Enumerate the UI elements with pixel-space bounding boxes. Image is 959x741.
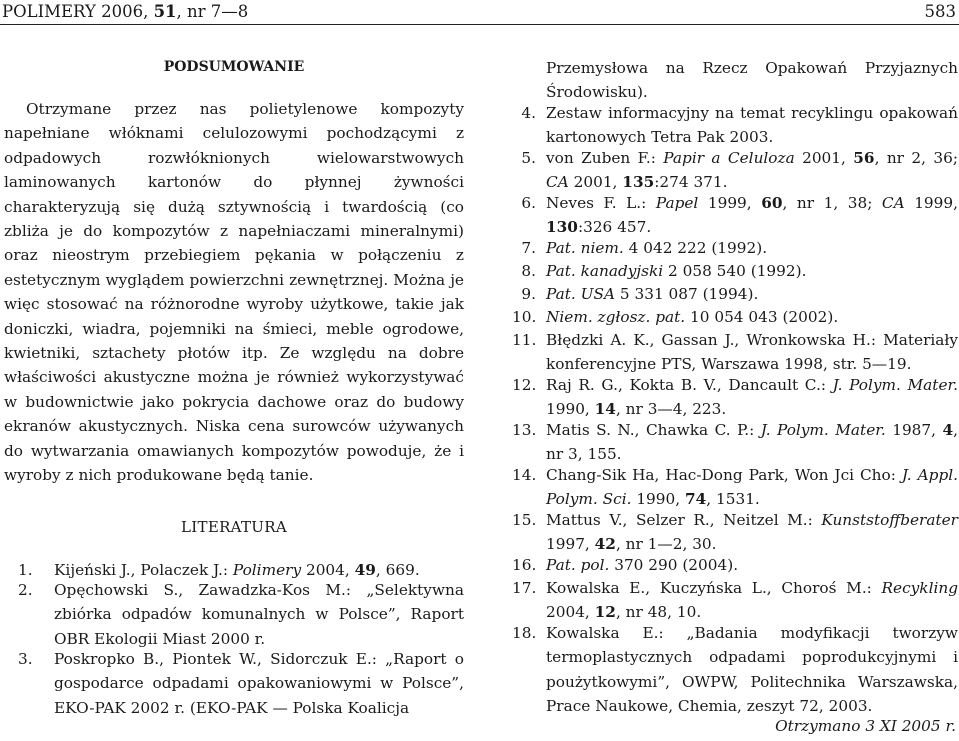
running-header (0, 1, 959, 25)
reference-7: 7. Pat. niem. 4 042 222 (1992). (521, 239, 768, 257)
reference-12: 12. Raj R. G., Kokta B. V., Dancault C.: J. Polym. Mater. 1990, 14, nr 3—4, 223. (512, 376, 958, 419)
summary-heading: PODSUMOWANIE (163, 59, 305, 75)
reference-5: 5. von Zuben F.: Papir a Celuloza 2001, 56, nr 2, 36; CA 2001, 135:274 371. (521, 149, 958, 192)
reference-8: 8. Pat. kanadyjski 2 058 540 (1992). (521, 262, 807, 280)
reference-2: 2. Opęchowski S., Zawadzka-Kos M.: „Selektywna zbiórka odpadów komunalnych w Polsce”, Raport OBR Ekologii Miast 2000 r. (18, 581, 464, 648)
reference-14: 14. Chang-Sik Ha, Hac-Dong Park, Won Jci Cho: J. Appl. Polym. Sci. 1990, 74, 1531. (512, 466, 958, 509)
reference-4: 4. Zestaw informacyjny na temat recyklingu opakowań kartonowych Tetra Pak 2003. (521, 104, 958, 147)
reference-1: 1. Kijeński J., Polaczek J.: Polimery 2004, 49, 669. (18, 561, 420, 579)
reference-15: 15. Mattus V., Selzer R., Neitzel M.: Kunststoffberater 1997, 42, nr 1—2, 30. (512, 511, 958, 554)
volume-number: 51 (153, 2, 177, 21)
received-date: Otrzymano 3 XI 2005 r. (775, 717, 956, 735)
reference-18: 18. Kowalska E.: „Badania modyfikacji tworzyw termoplastycznych odpadami poprodukcyjnymi i poużytkowymi”, OWPW, Politechnika Warszawska, Prace Naukowe, Chemia, zeszyt 72, 2003. (512, 624, 958, 716)
header-rule (0, 24, 959, 25)
reference-17: 17. Kowalska E., Kuczyńska L., Choroś M.: Recykling 2004, 12, nr 48, 10. (512, 579, 958, 622)
page-number: 583 (924, 2, 956, 21)
reference-13: 13. Matis S. N., Chawka C. P.: J. Polym. Mater. 1987, 4, nr 3, 155. (512, 421, 958, 464)
journal-citation: POLIMERY 2006, 51, nr 7—8 (2, 2, 249, 21)
reference-11: 11. Błędzki A. K., Gassan J., Wronkowska H.: Materiały konferencyjne PTS, Warszawa 1998, str. 5—19. (512, 331, 958, 374)
summary-paragraph: Otrzymane przez nas polietylenowe kompozyty napełniane włóknami celulozowymi pochodzącymi z odpadowych rozwłóknionych wielowarstwowych laminowanych kartonów do płynnej żywności charakteryzują się dużą sztywnością i twardością (co zbliża je do kompozytów z napełniaczami mineralnymi) oraz nieostrym przebiegiem pękania w połączeniu z estetycznym wyglądem powierzchni zewnętrznej. Można je więc stosować na różnorodne wyroby użytkowe, takie jak doniczki, wiadra, pojemniki na śmieci, meble ogrodowe, kwietniki, sztachety płotów itp. Ze względu na dobre właściwości akustyczne można je również wykorzystywać w budownictwie jako pokrycia dachowe oraz do budowy ekranów akustycznych. Niska cena surowców używanych do wytwarzania omawianych kompozytów powoduje, że i wyroby z nich produkowane będą tanie. (4, 100, 464, 485)
literature-heading: LITERATURA (181, 518, 287, 536)
reference-3: 3. Poskropko B., Piontek W., Sidorczuk E.: „Raport o gospodarce odpadami opakowaniowymi w Polsce”, EKO-PAK 2002 r. (EKO-PAK — Polska Koalicja (18, 650, 464, 717)
reference-6: 6. Neves F. L.: Papel 1999, 60, nr 1, 38; CA 1999, 130:326 457. (521, 194, 958, 237)
reference-10: 10. Niem. zgłosz. pat. 10 054 043 (2002). (512, 308, 839, 326)
reference-9: 9. Pat. USA 5 331 087 (1994). (521, 285, 759, 303)
reference-16: 16. Pat. pol. 370 290 (2004). (512, 556, 739, 574)
reference-3-continued: Przemysłowa na Rzecz Opakowań Przyjaznych Środowisku). (546, 59, 958, 102)
